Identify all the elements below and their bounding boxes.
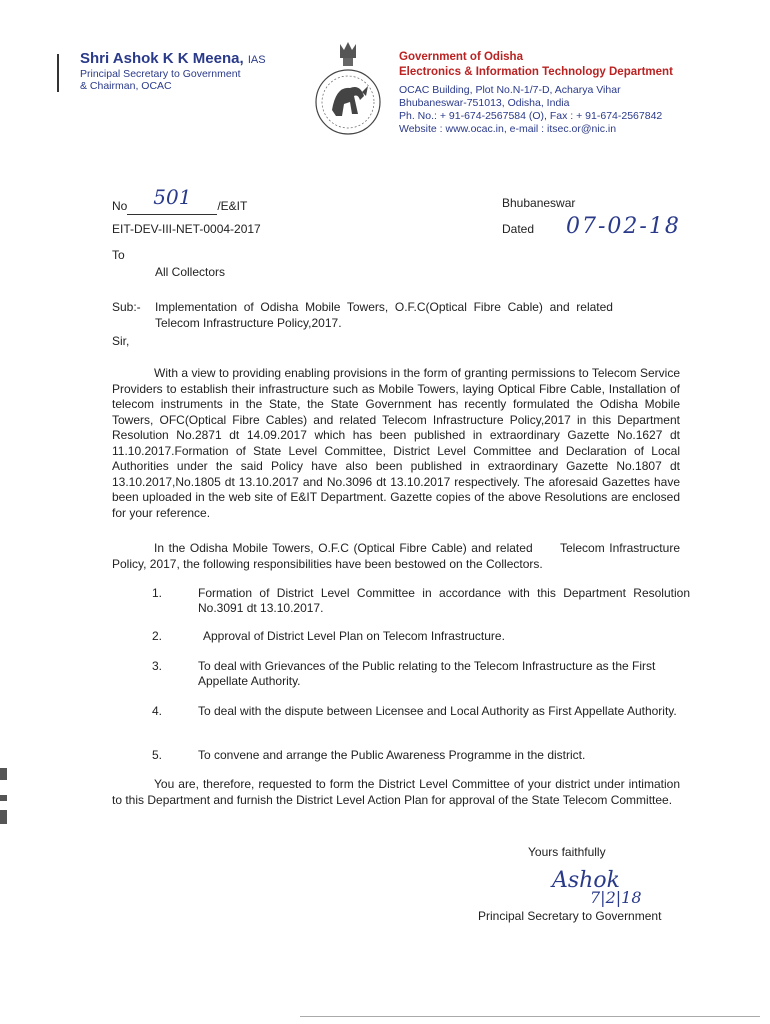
body-paragraph-2: In the Odisha Mobile Towers, O.F.C (Optical Fibre Cable) and related Telecom Infrastructure Policy, 2017, the following responsibilities have been bestowed on the Collectors. bbox=[112, 541, 684, 571]
list-item: To deal with Grievances of the Public relating to the Telecom Infrastructure as the First Appellate Authority. bbox=[198, 659, 656, 688]
officer-name: Shri Ashok K K Meena, IAS bbox=[80, 50, 266, 67]
designation-line-1: Principal Secretary to Government bbox=[80, 68, 241, 80]
margin-rule bbox=[57, 54, 59, 92]
date-handwritten: 07-02-18 bbox=[566, 214, 681, 239]
scan-bottom-line bbox=[300, 1016, 760, 1017]
scan-edge-mark bbox=[0, 795, 7, 801]
place: Bhubaneswar bbox=[502, 196, 576, 210]
letterhead-government bbox=[399, 50, 673, 80]
scan-edge-mark bbox=[0, 810, 7, 824]
to-label: To bbox=[112, 248, 125, 262]
signatory-designation: Principal Secretary to Government bbox=[478, 909, 662, 923]
salutation: Sir, bbox=[112, 334, 130, 348]
recipient: All Collectors bbox=[155, 265, 226, 279]
letter-number bbox=[112, 185, 248, 215]
letterhead-address bbox=[399, 84, 662, 136]
list-item: Formation of District Level Committee in accordance with this Department Resolution No.3091 dt 13.10.2017. bbox=[198, 586, 690, 615]
list-item: Approval of District Level Plan on Telecom Infrastructure. bbox=[203, 629, 505, 643]
date-label: Dated bbox=[502, 222, 535, 236]
list-item-number: 4. bbox=[152, 704, 163, 718]
designation-line-2: & Chairman, OCAC bbox=[80, 80, 172, 92]
subject-line-2: Telecom Infrastructure Policy,2017. bbox=[155, 316, 342, 330]
closing-yours-faithfully: Yours faithfully bbox=[528, 845, 606, 859]
address-line-1: OCAC Building, Plot No.N-1/7-D, Acharya Vihar bbox=[399, 84, 621, 96]
list-item-number: 2. bbox=[152, 629, 163, 643]
body-paragraph-3: You are, therefore, requested to form the District Level Committee of your district under intimation to this Department and furnish the District Level Action Plan for approval of the State Telecom Committee. bbox=[112, 777, 680, 807]
government-name: Government of Odisha bbox=[399, 51, 523, 63]
phone-line: Ph. No.: + 91-674-2567584 (O), Fax : + 91-674-2567842 bbox=[399, 110, 663, 122]
subject-line-1: Implementation of Odisha Mobile Towers, O.F.C(Optical Fibre Cable) and related bbox=[155, 300, 613, 314]
number-suffix: /E&IT bbox=[217, 199, 248, 213]
list-item: To convene and arrange the Public Awareness Programme in the district. bbox=[198, 748, 586, 762]
address-line-2: Bhubaneswar-751013, Odisha, India bbox=[399, 97, 570, 109]
number-label: No bbox=[112, 199, 128, 213]
number-handwritten: 501 bbox=[153, 185, 192, 209]
body-paragraph-1: With a view to providing enabling provisions in the form of granting permissions to Telecom Service Providers to establish their infrastructure such as Mobile Towers, laying Optical Fibre Cable, Installation of telecom instruments in the State, the State Government has recently formulated the Odisha Mobile Towers, OFC(Optical Fibre Cables) and related Telecom Infrastructure Policy,2017 in this Department Resolution No.2871 dt 14.09.2017 which has been published in extraordinary Gazette No.1627 dt 11.10.2017.Formation of State Level Committee, District Level Committee and Declaration of Local Authorities under the said Policy have also been published in extraordinary Gazette No.1807 dt 13.10.2017,No.1805 dt 13.10.2017 and No.3096 dt 13.10.2017 respectively. The aforesaid Gazettes have been uploaded in the web site of E&IT Department. Gazette copies of the above Resolutions are enclosed for your reference. bbox=[112, 366, 680, 520]
list-item-number: 5. bbox=[152, 748, 163, 762]
list-item-number: 3. bbox=[152, 659, 163, 673]
odisha-emblem-icon bbox=[302, 40, 394, 140]
scan-edge-mark bbox=[0, 768, 7, 780]
list-item: To deal with the dispute between Licensee and Local Authority as First Appellate Authority. bbox=[198, 704, 677, 718]
department-name: Electronics & Information Technology Department bbox=[399, 66, 673, 78]
officer-designation bbox=[80, 68, 240, 92]
file-number: EIT-DEV-III-NET-0004-2017 bbox=[112, 222, 261, 236]
list-item-number: 1. bbox=[152, 586, 163, 600]
signature: Ashok bbox=[552, 868, 620, 893]
signature-date: 7|2|18 bbox=[590, 888, 642, 907]
subject-label: Sub:- bbox=[112, 300, 141, 314]
website-line: Website : www.ocac.in, e-mail : itsec.or@nic.in bbox=[399, 123, 617, 135]
